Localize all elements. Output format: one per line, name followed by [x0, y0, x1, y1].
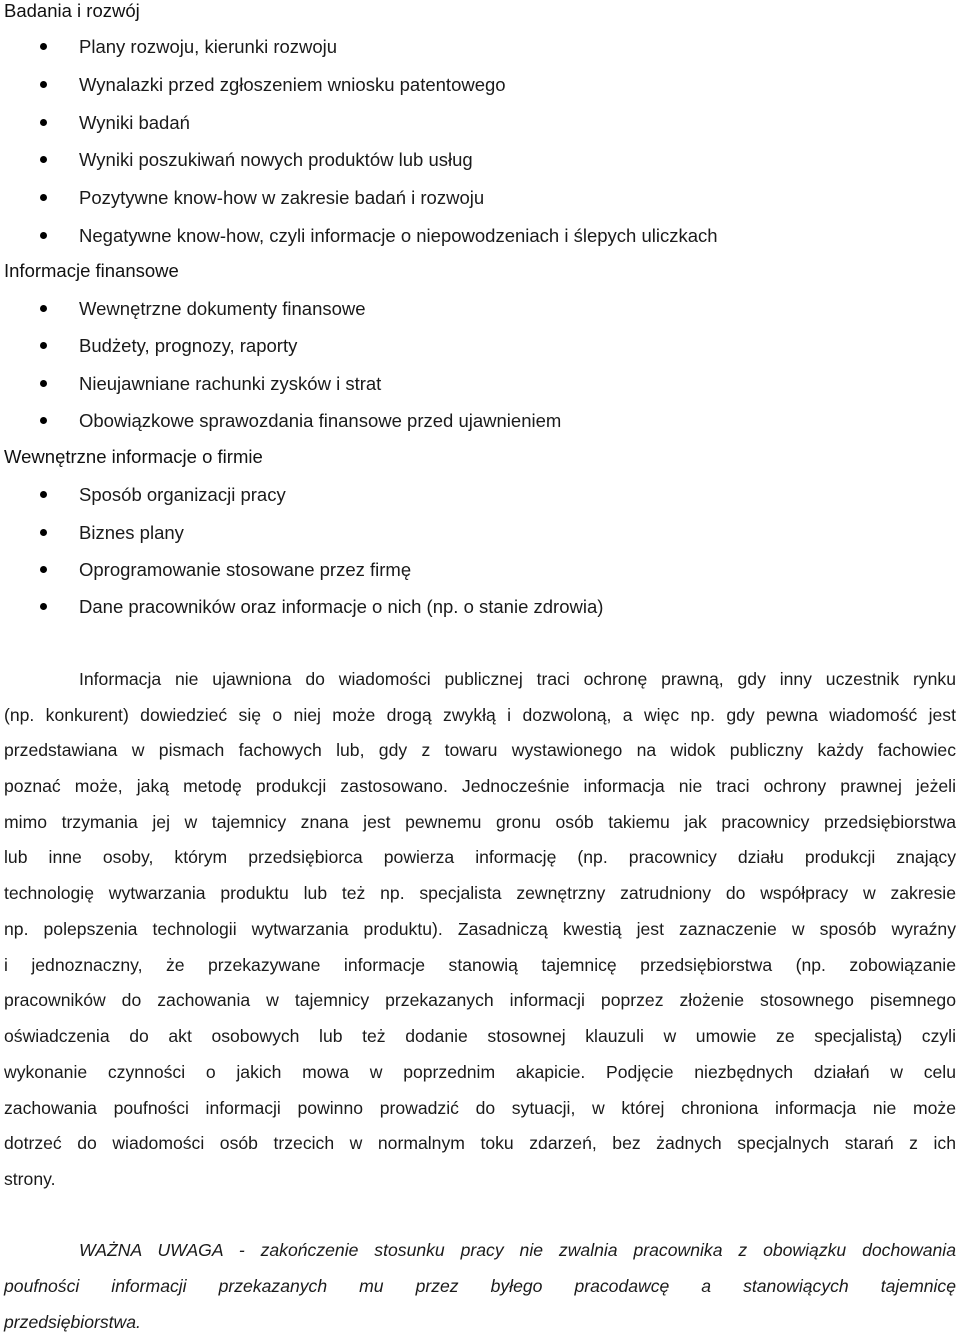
section-heading-wewnetrzne: Wewnętrzne informacje o firmie [4, 446, 263, 467]
bullet-icon [40, 342, 47, 349]
list-item-text: Wynalazki przed zgłoszeniem wniosku patentowego [79, 74, 506, 95]
bullet-icon [40, 566, 47, 573]
bullet-icon [40, 603, 47, 610]
paragraph-line: (np. konkurent) dowiedzieć się o niej może drogą zwykłą i dozwoloną, a więc np. gdy pewna wiadomość jest [4, 705, 956, 725]
paragraph-line: przedstawiana w pismach fachowych lub, gdy z towaru wystawionego na widok publiczny każdy fachowiec [4, 740, 956, 760]
paragraph-line: np. polepszenia technologii wytwarzania produktu). Zasadniczą kwestią jest zaznaczenie w sposób wyraźny [4, 919, 956, 939]
list-item [0, 334, 960, 358]
note-line: przedsiębiorstwa. [4, 1312, 141, 1332]
bullet-icon [40, 156, 47, 163]
list-item-text: Wyniki poszukiwań nowych produktów lub usług [79, 149, 473, 170]
list-item-text: Negatywne know-how, czyli informacje o niepowodzeniach i ślepych uliczkach [79, 225, 718, 246]
bullet-icon [40, 194, 47, 201]
bullet-icon [40, 417, 47, 424]
paragraph-line: Informacja nie ujawniona do wiadomości publicznej traci ochronę prawną, gdy inny uczestnik rynku [79, 669, 956, 689]
paragraph-line: dotrzeć do wiadomości osób trzecich w normalnym toku zdarzeń, bez żadnych specjalnych starań z ich [4, 1133, 956, 1153]
list-item [0, 372, 960, 396]
list-item [0, 595, 960, 619]
paragraph-line: poznać może, jaką metodę produkcji zastosowano. Jednocześnie informacja nie traci ochrony prawnej jeżeli [4, 776, 956, 796]
list-item-text: Plany rozwoju, kierunki rozwoju [79, 36, 338, 57]
paragraph-line: lub inne osoby, którym przedsiębiorca powierza informację (np. pracownicy działu produkcji znający [4, 847, 956, 867]
list-item [0, 409, 960, 433]
bullet-icon [40, 81, 47, 88]
paragraph-line: technologię wytwarzania produktu lub też np. specjalista zewnętrzny zatrudniony do współpracy w zakresie [4, 883, 956, 903]
list-item-text: Budżety, prognozy, raporty [79, 335, 298, 356]
bullet-icon [40, 232, 47, 239]
list-item [0, 558, 960, 582]
list-item-text: Wyniki badań [79, 112, 190, 133]
paragraph-line: pracowników do zachowania w tajemnicy przekazanych informacji poprzez złożenie stosownego pisemnego [4, 990, 956, 1010]
note-line: poufności informacji przekazanych mu przez byłego pracodawcę a stanowiących tajemnicę [4, 1276, 956, 1296]
list-item [0, 148, 960, 172]
list-item [0, 35, 960, 59]
paragraph-line: i jednoznaczny, że przekazywane informacje stanowią tajemnicę przedsiębiorstwa (np. zobowiązanie [4, 955, 956, 975]
bullet-icon [40, 119, 47, 126]
paragraph-line: mimo trzymania jej w tajemnicy znana jest pewnemu gronu osób takiemu jak pracownicy przedsiębiorstwa [4, 812, 956, 832]
list-item [0, 186, 960, 210]
list-item-text: Wewnętrzne dokumenty finansowe [79, 298, 366, 319]
list-item-text: Pozytywne know-how w zakresie badań i rozwoju [79, 187, 485, 208]
list-item [0, 224, 960, 248]
list-item-text: Obowiązkowe sprawozdania finansowe przed ujawnieniem [79, 410, 562, 431]
list-item [0, 483, 960, 507]
paragraph-line: strony. [4, 1169, 56, 1189]
list-item-text: Biznes plany [79, 522, 184, 543]
bullet-icon [40, 491, 47, 498]
list-item-text: Dane pracowników oraz informacje o nich (np. o stanie zdrowia) [79, 596, 604, 617]
paragraph-line: oświadczenia do akt osobowych lub też dodanie stosownej klauzuli w umowie ze specjalistą) czyli [4, 1026, 956, 1046]
bullet-icon [40, 380, 47, 387]
section-heading-finanse: Informacje finansowe [4, 260, 179, 281]
paragraph-line: zachowania poufności informacji powinno prowadzić do sytuacji, w której chroniona informacja nie może [4, 1098, 956, 1118]
bullet-icon [40, 529, 47, 536]
list-item [0, 521, 960, 545]
list-item-text: Sposób organizacji pracy [79, 484, 286, 505]
bullet-icon [40, 305, 47, 312]
list-item [0, 111, 960, 135]
list-item-text: Nieujawniane rachunki zysków i strat [79, 373, 382, 394]
section-heading-badania: Badania i rozwój [4, 0, 140, 21]
bullet-icon [40, 43, 47, 50]
note-line: WAŻNA UWAGA - zakończenie stosunku pracy nie zwalnia pracownika z obowiązku dochowania [79, 1240, 956, 1260]
list-item-text: Oprogramowanie stosowane przez firmę [79, 559, 412, 580]
list-item [0, 73, 960, 97]
paragraph-line: wykonanie czynności o jakich mowa w poprzednim akapicie. Podjęcie niezbędnych działań w celu [4, 1062, 956, 1082]
list-item [0, 297, 960, 321]
